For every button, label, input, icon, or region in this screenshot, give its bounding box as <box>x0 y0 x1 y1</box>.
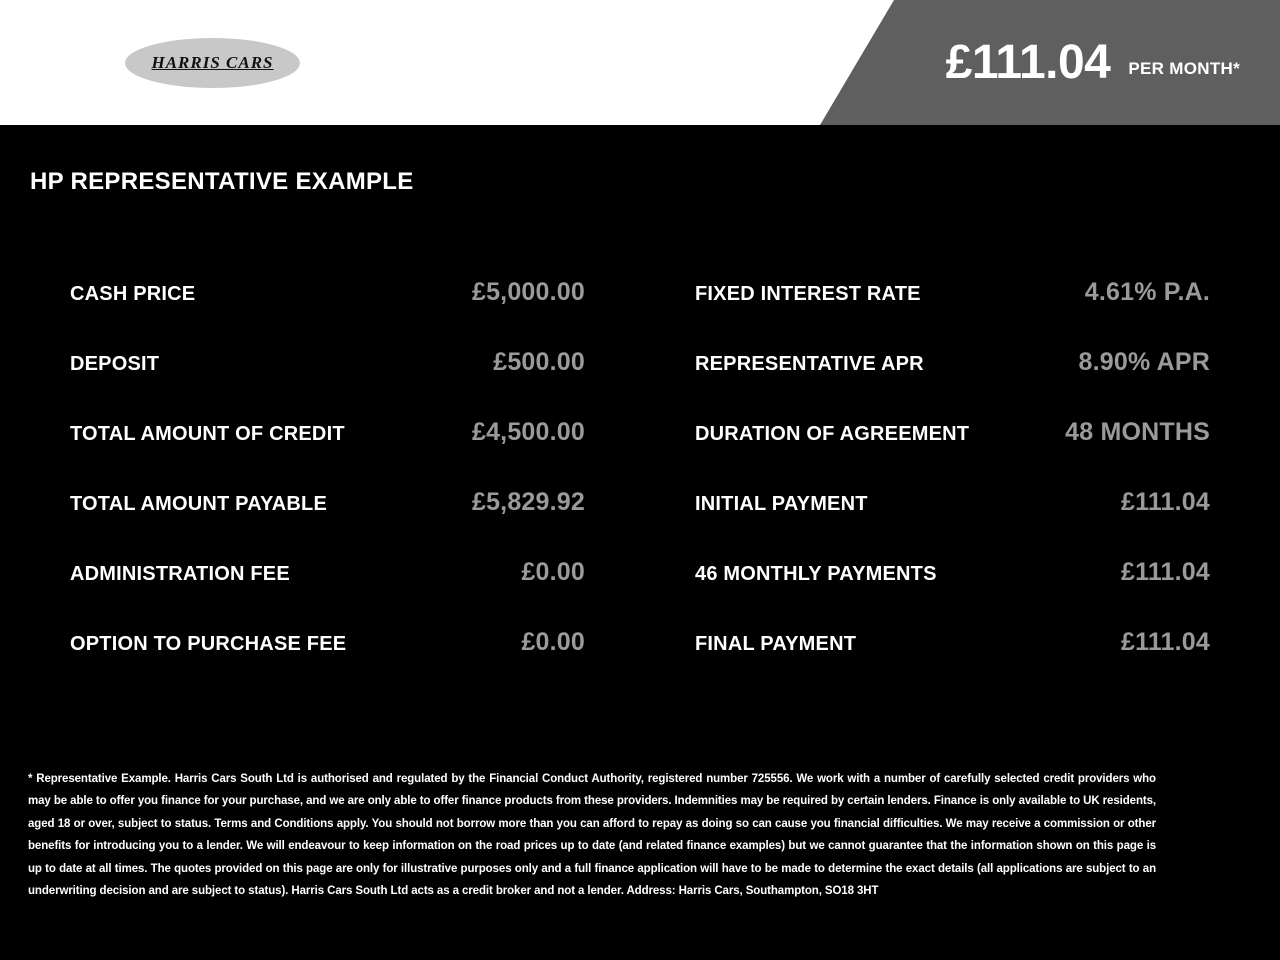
detail-label: DURATION OF AGREEMENT <box>695 423 970 445</box>
detail-label: TOTAL AMOUNT PAYABLE <box>70 493 327 515</box>
detail-value: £111.04 <box>1120 628 1210 656</box>
detail-value: £111.04 <box>1120 558 1210 586</box>
detail-label: TOTAL AMOUNT OF CREDIT <box>70 423 345 445</box>
detail-value: £5,000.00 <box>471 278 585 306</box>
detail-label: CASH PRICE <box>70 283 196 305</box>
detail-label: REPRESENTATIVE APR <box>695 353 924 375</box>
detail-row <box>70 278 585 348</box>
monthly-price-content <box>946 0 1240 125</box>
disclaimer-text: * Representative Example. Harris Cars South Ltd is authorised and regulated by the Financial Conduct Authority, registered number 725556. We work with a number of carefully selected credit providers who may be able to offer you finance for your purchase, and we are only able to offer finance products from these providers. Indemnities may be required by certain lenders. Finance is only available to UK residents, aged 18 or over, subject to status. Terms and Conditions apply. You should not borrow more than you can afford to repay as doing so can cause you financial difficulties. We may receive a commission or other benefits for introducing you to a lender. We will endeavour to keep information on the road prices up to date (and related finance examples) but we cannot guarantee that the information shown on this page is up to date at all times. The quotes provided on this page are only for illustrative purposes only and a full finance application will have to be made to determine the exact details (all applications are subject to an underwriting decision and are subject to status). Harris Cars South Ltd acts as a credit broker and not a lender. Address: Harris Cars, Southampton, SO18 3HT <box>28 773 1156 898</box>
detail-row <box>70 488 585 558</box>
detail-value: 8.90% APR <box>1078 348 1210 376</box>
page-header <box>0 0 1280 125</box>
logo-ellipse-shape <box>125 38 300 88</box>
detail-label: 46 MONTHLY PAYMENTS <box>695 563 937 585</box>
detail-row <box>695 418 1210 488</box>
detail-value: £111.04 <box>1120 488 1210 516</box>
finance-details-left-column <box>0 278 640 698</box>
detail-label: DEPOSIT <box>70 353 160 375</box>
finance-details-grid <box>0 278 1280 698</box>
detail-row <box>695 278 1210 348</box>
detail-row <box>70 418 585 488</box>
detail-row <box>70 348 585 418</box>
detail-row <box>695 628 1210 698</box>
detail-row <box>695 488 1210 558</box>
detail-label: FINAL PAYMENT <box>695 633 857 655</box>
detail-value: £500.00 <box>493 348 585 376</box>
detail-value: £4,500.00 <box>471 418 585 446</box>
logo-text: HARRIS CARS <box>151 53 274 72</box>
detail-label: FIXED INTEREST RATE <box>695 283 921 305</box>
detail-row <box>70 558 585 628</box>
detail-value: £5,829.92 <box>471 488 585 516</box>
detail-row <box>695 348 1210 418</box>
detail-label: ADMINISTRATION FEE <box>70 563 290 585</box>
detail-label: OPTION TO PURCHASE FEE <box>70 633 347 655</box>
detail-label: INITIAL PAYMENT <box>695 493 868 515</box>
detail-value: £0.00 <box>521 558 585 586</box>
page-title: HP REPRESENTATIVE EXAMPLE <box>30 168 414 195</box>
monthly-price-amount: £111.04 <box>945 35 1111 89</box>
detail-value: 4.61% P.A. <box>1084 278 1210 306</box>
finance-details-right-column <box>640 278 1280 698</box>
brand-logo[interactable] <box>125 38 300 88</box>
detail-value: 48 MONTHS <box>1065 418 1210 446</box>
detail-row <box>695 558 1210 628</box>
detail-value: £0.00 <box>521 628 585 656</box>
monthly-price-suffix: PER MONTH* <box>1128 58 1240 78</box>
detail-row <box>70 628 585 698</box>
